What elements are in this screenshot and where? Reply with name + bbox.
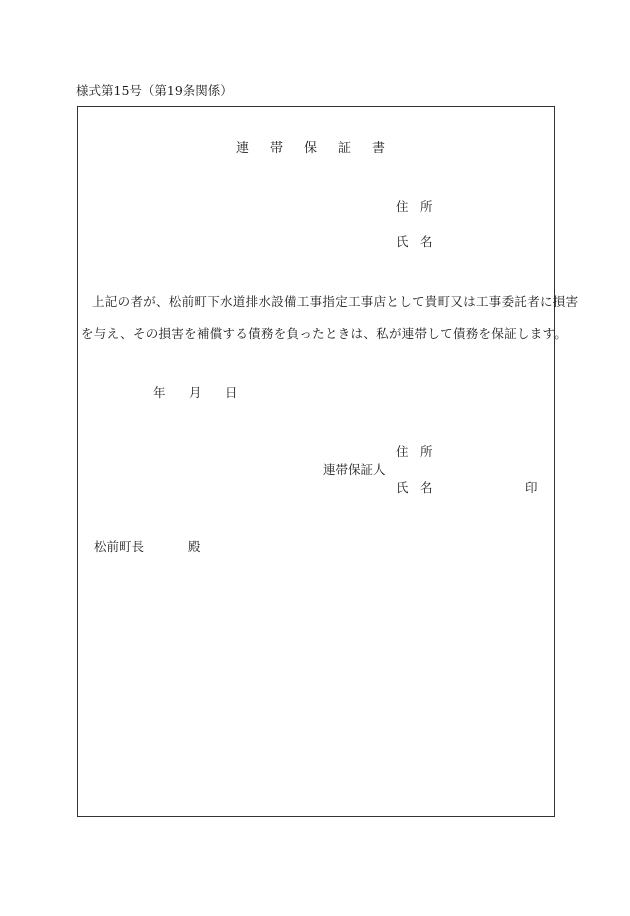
body-text-line-1: 上記の者が、松前町下水道排水設備工事指定工事店として貴町又は工事委託者に損害 <box>92 294 579 309</box>
title-char: 証 <box>338 141 352 156</box>
label-char: 氏 <box>396 480 409 495</box>
date-day: 日 <box>225 385 238 400</box>
label-char: 所 <box>420 444 433 459</box>
guarantor-address-label <box>396 446 444 459</box>
label-char: 氏 <box>396 234 409 249</box>
body-text-line-2: を与え、その損害を補償する債務を負ったときは、私が連帯して債務を保証します。 <box>81 326 568 341</box>
date-year: 年 <box>153 385 166 400</box>
form-number: 様式第15号（第19条関係） <box>76 83 233 98</box>
addressee-honorific: 殿 <box>188 539 201 554</box>
guarantor-role-label: 連帯保証人 <box>323 462 386 477</box>
date-month: 月 <box>189 385 202 400</box>
title-char: 帯 <box>270 141 284 156</box>
label-char: 住 <box>396 199 409 214</box>
title-char: 書 <box>372 141 386 156</box>
principal-name-label <box>396 236 444 249</box>
title-char: 保 <box>304 141 318 156</box>
label-char: 名 <box>420 480 433 495</box>
principal-address-label <box>396 201 444 214</box>
document-title <box>236 142 385 155</box>
addressee-name: 松前町長 <box>94 539 145 554</box>
guarantor-name-label <box>396 482 444 495</box>
title-char: 連 <box>236 141 250 156</box>
document-frame <box>77 106 555 817</box>
label-char: 住 <box>396 444 409 459</box>
label-char: 所 <box>420 199 433 214</box>
seal-mark: 印 <box>525 480 538 495</box>
label-char: 名 <box>420 234 433 249</box>
